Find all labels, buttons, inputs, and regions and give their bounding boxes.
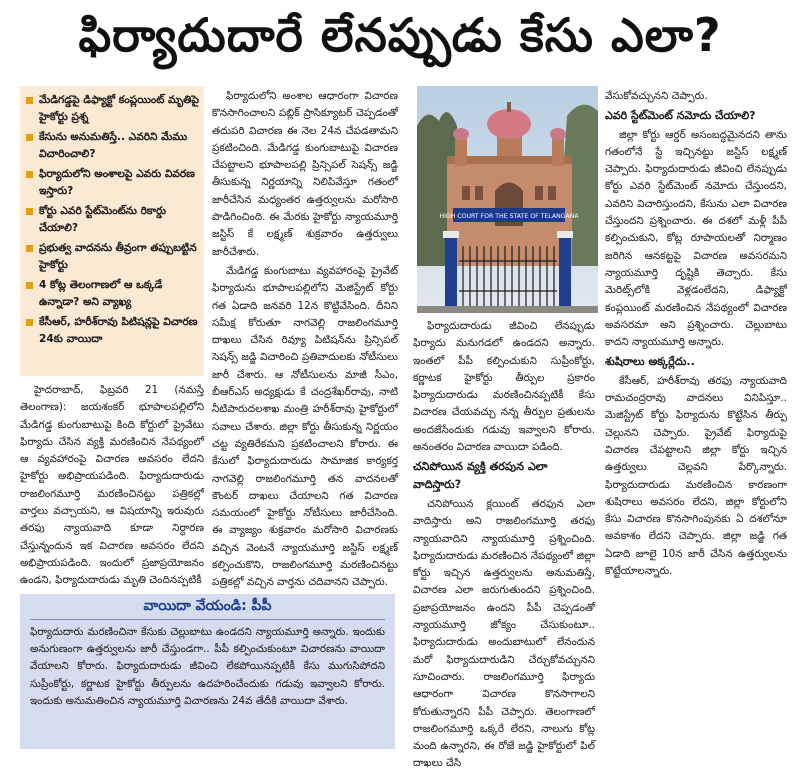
sidebar-box-body: ఫిర్యాదుదారు మరణించినా కేసుకు చెల్లుబాటు ఉండదని న్యాయమూర్తి అన్నారు. ఇందుకు అనుగుణంగా ఉత్తర్వులను జారీ చేస్తుండగా.. పీపీ కల్పించుకుంటూ విచారణను వాయిదా వేయాలని కోరారు. ఫిర్యాదుదారుడు జీవించి లేకపోయినప్పటికీ కేసు ముగుసిపోదని సుప్రీంకోర్టు, కర్ణాటక హైకోర్టు తీర్పులను ఉదహరించేందుకు గడువు ఇవ్వాలని కోరారు. ఇందుకు అనుమతించిన న్యాయమూర్తి విచారణను 24వ తేదీకి వాయిదా వేశారు.: [30, 626, 385, 707]
column-2-body: [212, 88, 398, 590]
bullet-text: కేసును అనుమతిస్తే.. ఎవరిని మేము విచారించాలి?: [39, 131, 188, 160]
bullet-marker-icon: [26, 97, 33, 104]
bullet-text: ఫిర్యాదులోని అంశాలపై ఎవరు వివరణ ఇస్తారు?: [39, 168, 195, 197]
sidebar-box-title: వాయిదా వేయండి: పీపీ: [30, 598, 385, 620]
bullet-text: కేసీఆర్, హరీశ్‌రావు పిటిషన్లపై విచారణ 24కు వాయిదా: [39, 316, 198, 345]
bullet-text: 4 కోట్ల తెలంగాణలో ఆ ఒక్కడే ఉన్నాడా? అని వ్యాఖ్య: [39, 279, 163, 308]
bullet-text: ప్రభుత్వ వాదనను తీవ్రంగా తప్పుబట్టిన హైకోర్టు: [39, 242, 197, 271]
sidebar-box: [20, 594, 395, 749]
bullet-marker-icon: [26, 134, 33, 141]
high-court-illustration: [417, 86, 598, 313]
column-4-body: [605, 88, 787, 750]
column-1-body: [20, 382, 204, 587]
column-4-subheading-1: ఎవరి స్టేట్‌మెంట్ నమోదు చేయాలి?: [605, 109, 756, 123]
paragraph: వేసుకోవచ్చునని చెప్పారు.: [605, 90, 708, 102]
bullet-item: [26, 166, 200, 200]
paragraph: ఫిర్యాదులోని అంశాల ఆధారంగా విచారణ కొనసాగించాలని పబ్లిక్ ప్రాసిక్యూటర్ చెప్పడంతో తదుపరి విచారణ ఈ నెల 24న చేపడతామని ప్రకటించింది. మేడిగడ్డ కుంగుబాటుపై విచారణ చేపట్టాలని భూపాలపల్లి ప్రిన్సిపల్ సెషన్స్ జడ్జి తీసుకున్న నిర్ణయాన్ని నిలిపివేస్తూ గతంలో జారీచేసిన మధ్యంతర ఉత్తర్వులను మరోసారి పొడిగించింది. ఈ మేరకు హైకోర్టు న్యాయమూర్తి జస్టిస్ కే లక్ష్మణ్ శుక్రవారం ఉత్తర్వులు జారీచేశారు.: [212, 90, 398, 258]
bullet-item: [26, 92, 200, 126]
high-court-photo: [417, 86, 598, 313]
paragraph: మేడిగడ్డ కుంగుబాటు వ్యవహారంపై ప్రైవేట్ ఫిర్యాదును భూపాలపల్లిలోని మెజిస్ట్రేట్ కోర్టు గత ఏడాది జనవరి 12న కొట్టివేసింది. దీనిని సమీక్ష కోరుతూ నాగవెల్లి రాజలింగమూర్తి దాఖలు చేసిన రివ్యూ పిటిషన్‌ను ప్రిన్సిపల్ సెషన్స్ జడ్జి విచారించి ప్రతివాదులకు నోటీసులు జారీ చేశారు. ఆ నోటీసులను మాజీ సీఎం, బీఆర్‌ఎస్ అధ్యక్షుడు కే చంద్రశేఖర్‌రావు, నాటి నీటిపారుదలశాఖ మంత్రి హరీశ్‌రావు హైకోర్టులో సవాలు చేశారు. జిల్లా కోర్టు తీసుకున్న నిర్ణయం చట్ట వ్యతిరేకమని ప్రకటించాలని కోరారు. ఈ కేసులో ఫిర్యాదుదారుడు సామాజిక కార్యకర్త నాగవెల్లి రాజలింగమూర్తి తన వాదనలతో కౌంటర్ దాఖలు చేయాలని గత విచారణ సమయంలో హైకోర్టు నోటీసులు జారీచేసింది. ఈ వ్యాజ్యం శుక్రవారం మరోసారి విచారణకు వచ్చిన వెంటనే న్యాయమూర్తి జస్టిస్ లక్ష్మణ్ కల్పించుకొని, రాజలింగమూర్తి మరణించినట్టు పత్రికల్లో వచ్చిన వార్తను చదివానని చెప్పారు.: [212, 264, 398, 589]
bullet-marker-icon: [26, 208, 33, 215]
bullet-text: మేడిగడ్డపై డిఫ్యాక్టో కంప్లయింట్ మృతిపై హైకోర్టు ప్రశ్న: [39, 94, 199, 123]
bullet-item: [26, 203, 200, 237]
bullet-item: [26, 129, 200, 163]
bullet-box: [20, 86, 204, 376]
column-3-top: [413, 318, 595, 456]
paragraph: ఫిర్యాదుదారుడు జీవించి లేనప్పుడు ఫిర్యాదు మనుగడలో ఉండదని అన్నారు. ఇంతలో పీపీ కల్పించుకుని సుప్రీంకోర్టు, కర్ణాటక హైకోర్టు తీర్పుల ప్రకారం ఫిర్యాదుదారుడు మరణించినప్పటికీ కేసు విచారణ చేయవచ్చు నన్న తీర్పుల ప్రతులను అందజేసేందుకు గడువు ఇవ్వాలని కోరారు. అనంతరం విచారణ వాయిదా పడింది.: [413, 320, 595, 454]
bullet-text: కోర్టు ఎవరి స్టేట్‌మెంట్‌ను రికార్డు చేయాలి?: [39, 205, 167, 234]
headline: ఫిర్యాదుదారే లేనప్పుడు కేసు ఎలా?: [78, 8, 722, 62]
bullet-marker-icon: [26, 319, 33, 326]
column-3-body: [413, 496, 595, 770]
bullet-item: [26, 277, 200, 311]
paragraph: చనిపోయిన క్లయింట్ తరఫున ఎలా వాదిస్తారు అని రాజలింగమూర్తి తరఫు న్యాయవాదిని న్యాయమూర్తి ప్రశ్నించింది. ఫిర్యాదుదారుడు మరణించిన నేపథ్యంలో జిల్లా కోర్టు ఇచ్చిన ఉత్తర్వులను అనుమతిస్తే, విచారణ ఎలా జరుగుతుందని ప్రశ్నించింది. ప్రజాప్రయోజనం ఉందని పీపీ చెప్పడంతో న్యాయమూర్తి జోక్యం చేసుకుంటూ.. ఫిర్యాదుదారుడు అందుబాటులో లేనందున మరో ఫిర్యాదుదారుడిని చేర్చుకోవచ్చునని సూచించారు. రాజలింగమూర్తి ఫిర్యాదు ఆధారంగా విచారణ కొనసాగాలని కోరుతున్నారని పీపీ చెప్పారు. తెలంగాణలో రాజలింగమూర్తి ఒక్కరే లేరని, నాలుగు కోట్ల మంది ఉన్నారని, ఈ రోజే జడ్జి హైకోర్టులో పిల్ దాఖలు చేసి: [413, 498, 595, 770]
paragraph: హైదరాబాద్, ఫిబ్రవరి 21 (నమస్తే తెలంగాణ): జయశంకర్ భూపాలపల్లిలోని మేడిగడ్డ కుంగుబాటుపై కింది కోర్టులో ప్రైవేటు ఫిర్యాదు చేసిన వ్యక్తి మరణించిన నేపథ్యంలో ఆ వ్యవహారంపై విచారణ అవసరం లేదని హైకోర్టు అభిప్రాయపడింది. ఫిర్యాదుదారుడు రాజలింగమూర్తి మరణించినట్టు పత్రికల్లో వార్తలు వచ్చాయని, ఆ విషయాన్ని ఇరువురు తరఫు న్యాయవాది కూడా నిర్ధారణ చేస్తున్నందున ఇక విచారణ అవసరం లేదని అభిప్రాయపడింది. ఇందులో ప్రజాప్రయోజనం ఉండని, ఫిర్యాదుదారుడు మృతి చెందినప్పటికీ: [20, 384, 204, 587]
bullet-item: [26, 314, 200, 348]
column-4-subheading-2: శుషిరాలు అక్కర్లేదు..: [605, 355, 695, 369]
paragraph: కేసీఆర్, హరీశ్‌రావు తరఫు న్యాయవాది రామచంద్రరావు వాదనలు వినిపిస్తూ.. మెజిస్ట్రేట్ కోర్టు ఫిర్యాదును కొట్టేసిన తీర్పు చెల్లునని చెప్పారు. ప్రైవేట్ ఫిర్యాదుపై విచారణ చేపట్టాలని జిల్లా కోర్టు ఇచ్చిన ఉత్తర్వులు చెల్లవని పేర్కొన్నారు. ఫిర్యాదుదారుడు మరణించిన కారణంగా శుషిరాలు అవసరం లేదని, జిల్లా కోర్టులోని కేసు విచారణ కొనసాగింపునకు ఏ దశలోనూ అవకాశం లేదని చెప్పారు. జిల్లా జడ్జి గత ఏడాది జూలై 10న జారీ చేసిన ఉత్తర్వులను కొట్టేయాలన్నారు.: [605, 374, 787, 578]
bullet-marker-icon: [26, 282, 33, 289]
bullet-marker-icon: [26, 245, 33, 252]
column-3-subheading: చనిపోయిన వ్యక్తి తరపున ఎలా వాదిస్తారు?: [413, 460, 548, 491]
bullet-item: [26, 240, 200, 274]
paragraph: జిల్లా కోర్టు ఆర్డర్ అసంబద్ధమైనదని తాను గతంలోనే స్టే ఇచ్చినట్టు జస్టిస్ లక్ష్మణ్ చెప్పారు. ఫిర్యాదుదారుడు జీవించి లేనప్పుడు కోర్టు ఎవరి స్టేట్‌మెంట్ నమోదు చేస్తుందని, ఎవరిని విచారిస్తుందని, కేసును ఎలా విచారణ చేస్తుందని ప్రశ్నించారు. ఈ దశలో మళ్లీ పీపీ కల్పించుకుని, కోట్ల రూపాయలతో నిర్మాణం జరిగిన ఆనకట్టపై విచారణ అవసరమని న్యాయమూర్తి దృష్టికి తెచ్చారు. కేసు మెరిట్స్‌లోకి వెళ్లడంలేదని, డిఫ్యాక్టో కంప్లయింట్ మరణించిన నేపథ్యంలో విచారణ అవసరమా అని ప్రశ్నించారు. చెల్లుబాటు కాదని న్యాయమూర్తి అన్నారు.: [605, 128, 787, 349]
court-sign-text: HIGH COURT FOR THE STATE OF TELANGANA: [439, 213, 579, 220]
bullet-marker-icon: [26, 171, 33, 178]
